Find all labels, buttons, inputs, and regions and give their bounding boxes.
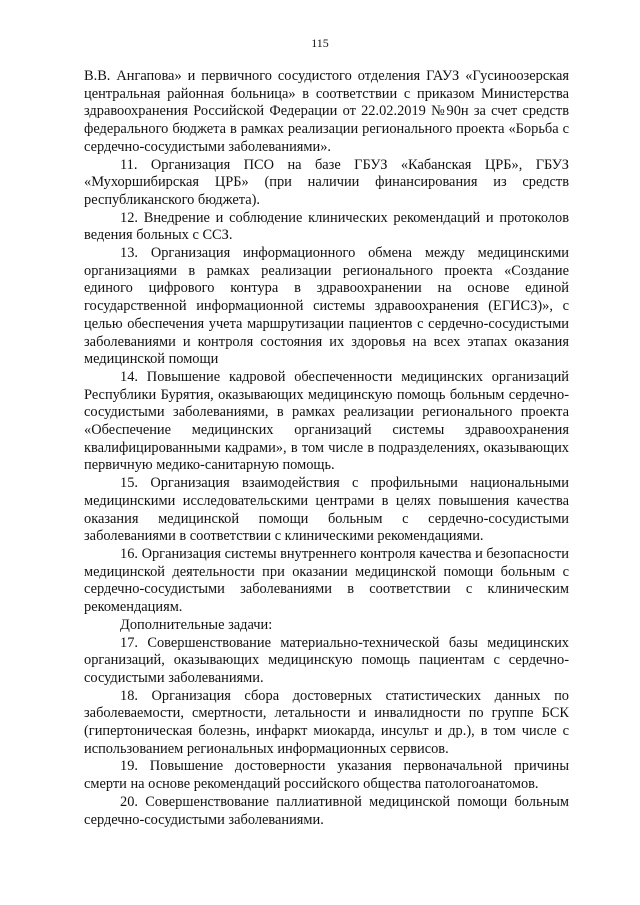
paragraph-continuation: В.В. Ангапова» и первичного сосудистого отделения ГАУЗ «Гусиноозерская центральная районная больница» в соответствии с приказом Министерства здравоохранения Российской Федерации от 22.02.2019 №90н за счет средств федерального бюджета в рамках реализации регионального проекта «Борьба с сердечно-сосудистыми заболеваниями». bbox=[84, 68, 569, 155]
paragraph-item-16: 16. Организация системы внутреннего контроля качества и безопасности медицинской деятельности при оказании медицинской помощи больным с сердечно-сосудистыми заболеваниями в соответствии с клиническим рекомендациям. bbox=[84, 545, 569, 616]
paragraph-item-20: 20. Совершенствование паллиативной медицинской помощи больным сердечно-сосудистыми заболеваниями. bbox=[84, 793, 569, 828]
paragraph-item-11: 11. Организация ПСО на базе ГБУЗ «Кабанская ЦРБ», ГБУЗ «Мухоршибирская ЦРБ» (при наличии финансирования из средств республиканского бюджета). bbox=[84, 156, 569, 208]
paragraph-item-13: 13. Организация информационного обмена между медицинскими организациями в рамках реализации регионального проекта «Создание единого цифрового контура в здравоохранении на основе единой государственной информационной системы здравоохранения (ЕГИСЗ)», с целью обеспечения учета маршрутизации пациентов с сердечно-сосудистыми заболеваниями и контроля состояния их здоровья на всех этапах оказания медицинской помощи bbox=[84, 245, 569, 368]
paragraph-item-12: 12. Внедрение и соблюдение клинических рекомендаций и протоколов ведения больных с ССЗ. bbox=[84, 209, 569, 244]
paragraph-item-15: 15. Организация взаимодействия с профильными национальными медицинскими исследовательскими центрами в целях повышения качества оказания медицинской помощи больным с сердечно-сосудистыми заболеваниями в соответствии с клиническими рекомендациями. bbox=[84, 475, 569, 545]
paragraph-item-17: 17. Совершенствование материально-технической базы медицинских организаций, оказывающих медицинскую помощь пациентам с сердечно-сосудистыми заболеваниями. bbox=[84, 634, 569, 686]
paragraph-additional-tasks-heading: Дополнительные задачи: bbox=[120, 616, 273, 633]
paragraph-item-19: 19. Повышение достоверности указания первоначальной причины смерти на основе рекомендаций российского общества патологоанатомов. bbox=[84, 758, 569, 793]
page-number: 115 bbox=[311, 36, 329, 50]
paragraph-item-14: 14. Повышение кадровой обеспеченности медицинских организаций Республики Бурятия, оказывающих медицинскую помощь больным сердечно-сосудистыми заболеваниями, в рамках реализации регионального проекта «Обеспечение медицинских организаций системы здравоохранения квалифицированными кадрами», в том числе в подразделениях, оказывающих первичную медико-санитарную помощь. bbox=[84, 368, 569, 474]
paragraph-item-18: 18. Организация сбора достоверных статистических данных по заболеваемости, смертности, летальности и инвалидности по группе БСК (гипертоническая болезнь, инфаркт миокарда, инсульт и др.), в том числе с использованием региональных информационных сервисов. bbox=[84, 687, 569, 757]
document-body bbox=[84, 68, 569, 829]
